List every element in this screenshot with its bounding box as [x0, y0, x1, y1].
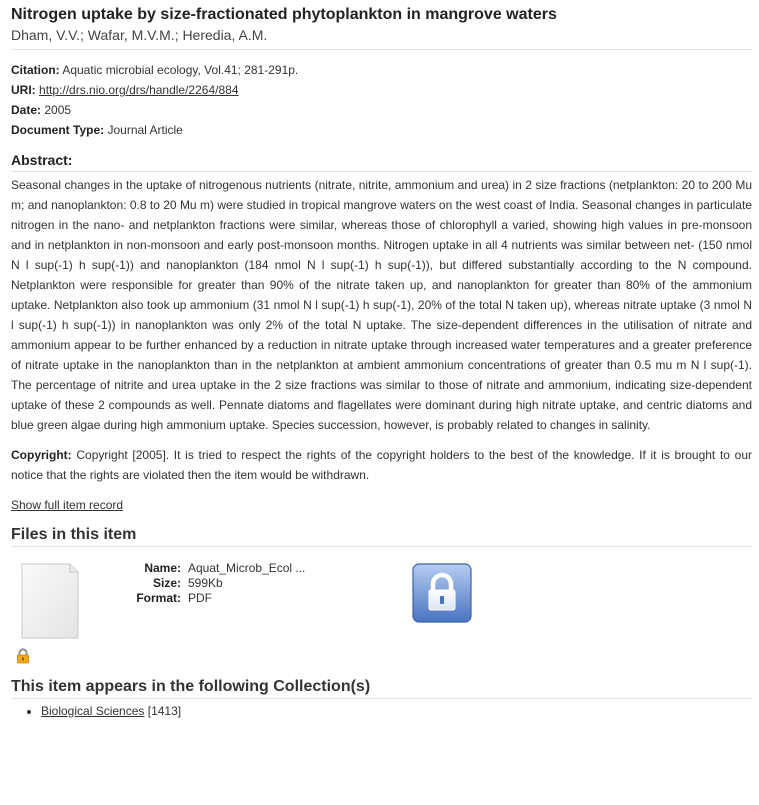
uri-label: URI:	[11, 83, 36, 97]
divider	[11, 49, 752, 50]
collections-list	[11, 701, 752, 721]
doctype-field	[11, 120, 752, 140]
uri-link[interactable]: http://drs.nio.org/drs/handle/2264/884	[39, 83, 239, 97]
file-name-label: Name:	[144, 561, 181, 575]
citation-field	[11, 60, 752, 80]
copyright-block	[11, 445, 752, 485]
date-value: 2005	[44, 103, 72, 117]
item-page	[11, 5, 752, 721]
uri-field	[11, 80, 752, 100]
divider	[11, 698, 752, 699]
show-full-record-link[interactable]: Show full item record	[11, 498, 124, 512]
file-size-value: 599Kb	[188, 576, 223, 590]
abstract-heading: Abstract:	[11, 152, 73, 168]
collection-count: [1413]	[147, 704, 182, 718]
doctype-value: Journal Article	[107, 123, 183, 137]
divider	[11, 171, 752, 172]
file-row	[11, 547, 752, 657]
file-format-label: Format:	[136, 591, 181, 605]
file-name-value: Aquat_Microb_Ecol ...	[188, 561, 306, 575]
citation-value: Aquatic microbial ecology, Vol.41; 281-291p.	[62, 63, 299, 77]
doctype-label: Document Type:	[11, 123, 105, 137]
date-field	[11, 100, 752, 120]
item-title: Nitrogen uptake by size-fractionated phytoplankton in mangrove waters	[11, 6, 557, 23]
file-format-value: PDF	[188, 591, 212, 605]
lock-small-icon	[15, 648, 31, 664]
collection-item	[41, 701, 752, 721]
file-size-label: Size:	[152, 576, 181, 590]
citation-label: Citation:	[11, 63, 60, 77]
lock-large-icon[interactable]	[412, 563, 472, 623]
item-authors: Dham, V.V.; Wafar, M.V.M.; Heredia, A.M.	[11, 27, 268, 43]
collections-heading: This item appears in the following Collection(s)	[11, 678, 371, 695]
file-metadata	[111, 561, 305, 606]
copyright-text: Copyright [2005]. It is tried to respect the rights of the copyright holders to the best of the knowledge. If it is brought to our notice that the rights are violated then the item would be withdrawn.	[11, 448, 752, 482]
copyright-label: Copyright:	[11, 448, 72, 462]
document-thumbnail-icon[interactable]	[21, 563, 79, 639]
collection-link[interactable]: Biological Sciences	[41, 704, 145, 718]
files-heading: Files in this item	[11, 526, 137, 543]
date-label: Date:	[11, 103, 42, 117]
abstract-text: Seasonal changes in the uptake of nitrogenous nutrients (nitrate, nitrite, ammonium and urea) in 2 size fractions (netplankton: 20 to 200 Mu m; and nanoplankton: 0.8 to 20 Mu m) were studied in tropical mangrove waters on the west coast of India. Seasonal changes in particulate nitrogen in the nano- and netplankton fractions were similar, whereas those of chlorophyll a varied, showing high values in pre-monsoon and in netplankton in non-monsoon and early post-monsoon months. Nitrogen uptake in all 4 nutrients was similar between net- (150 nmol N l sup(-1) h sup(-1)) and nanoplankton (184 nmol N l sup(-1) h sup(-1)), but differed substantially according to the N compound. Netplankton were responsible for greater than 90% of the nitrate taken up, and nanoplankton for greater than 80% of the ammonium uptake. Netplankton also took up ammonium (31 nmol N l sup(-1) h sup(-1), 20% of the total N taken up), whereas nitrate uptake (3 nmol N l sup(-1) h sup(-1)) in nanoplankton was only 2% of the total N uptake. The size-dependent differences in the utilisation of nitrate and ammonium appear to be further enhanced by a reduction in nitrate uptake through increased water temperatures and a greater preference of nitrate uptake in the nanoplankton than in the netplankton at ambient ammonium concentrations of greater than 0.5 mu m N l sup(-1). The percentage of nitrite and urea uptake in the 2 size fractions was similar to those of nitrate and ammonium, indicating size-dependent uptake of these 2 compounds as well. Pennate diatoms and flagellates were dominant during high nitrate uptake, and centric diatoms and blue green algae during high ammonium uptake. Species succession, however, is probably related to changes in salinity.	[11, 178, 752, 432]
